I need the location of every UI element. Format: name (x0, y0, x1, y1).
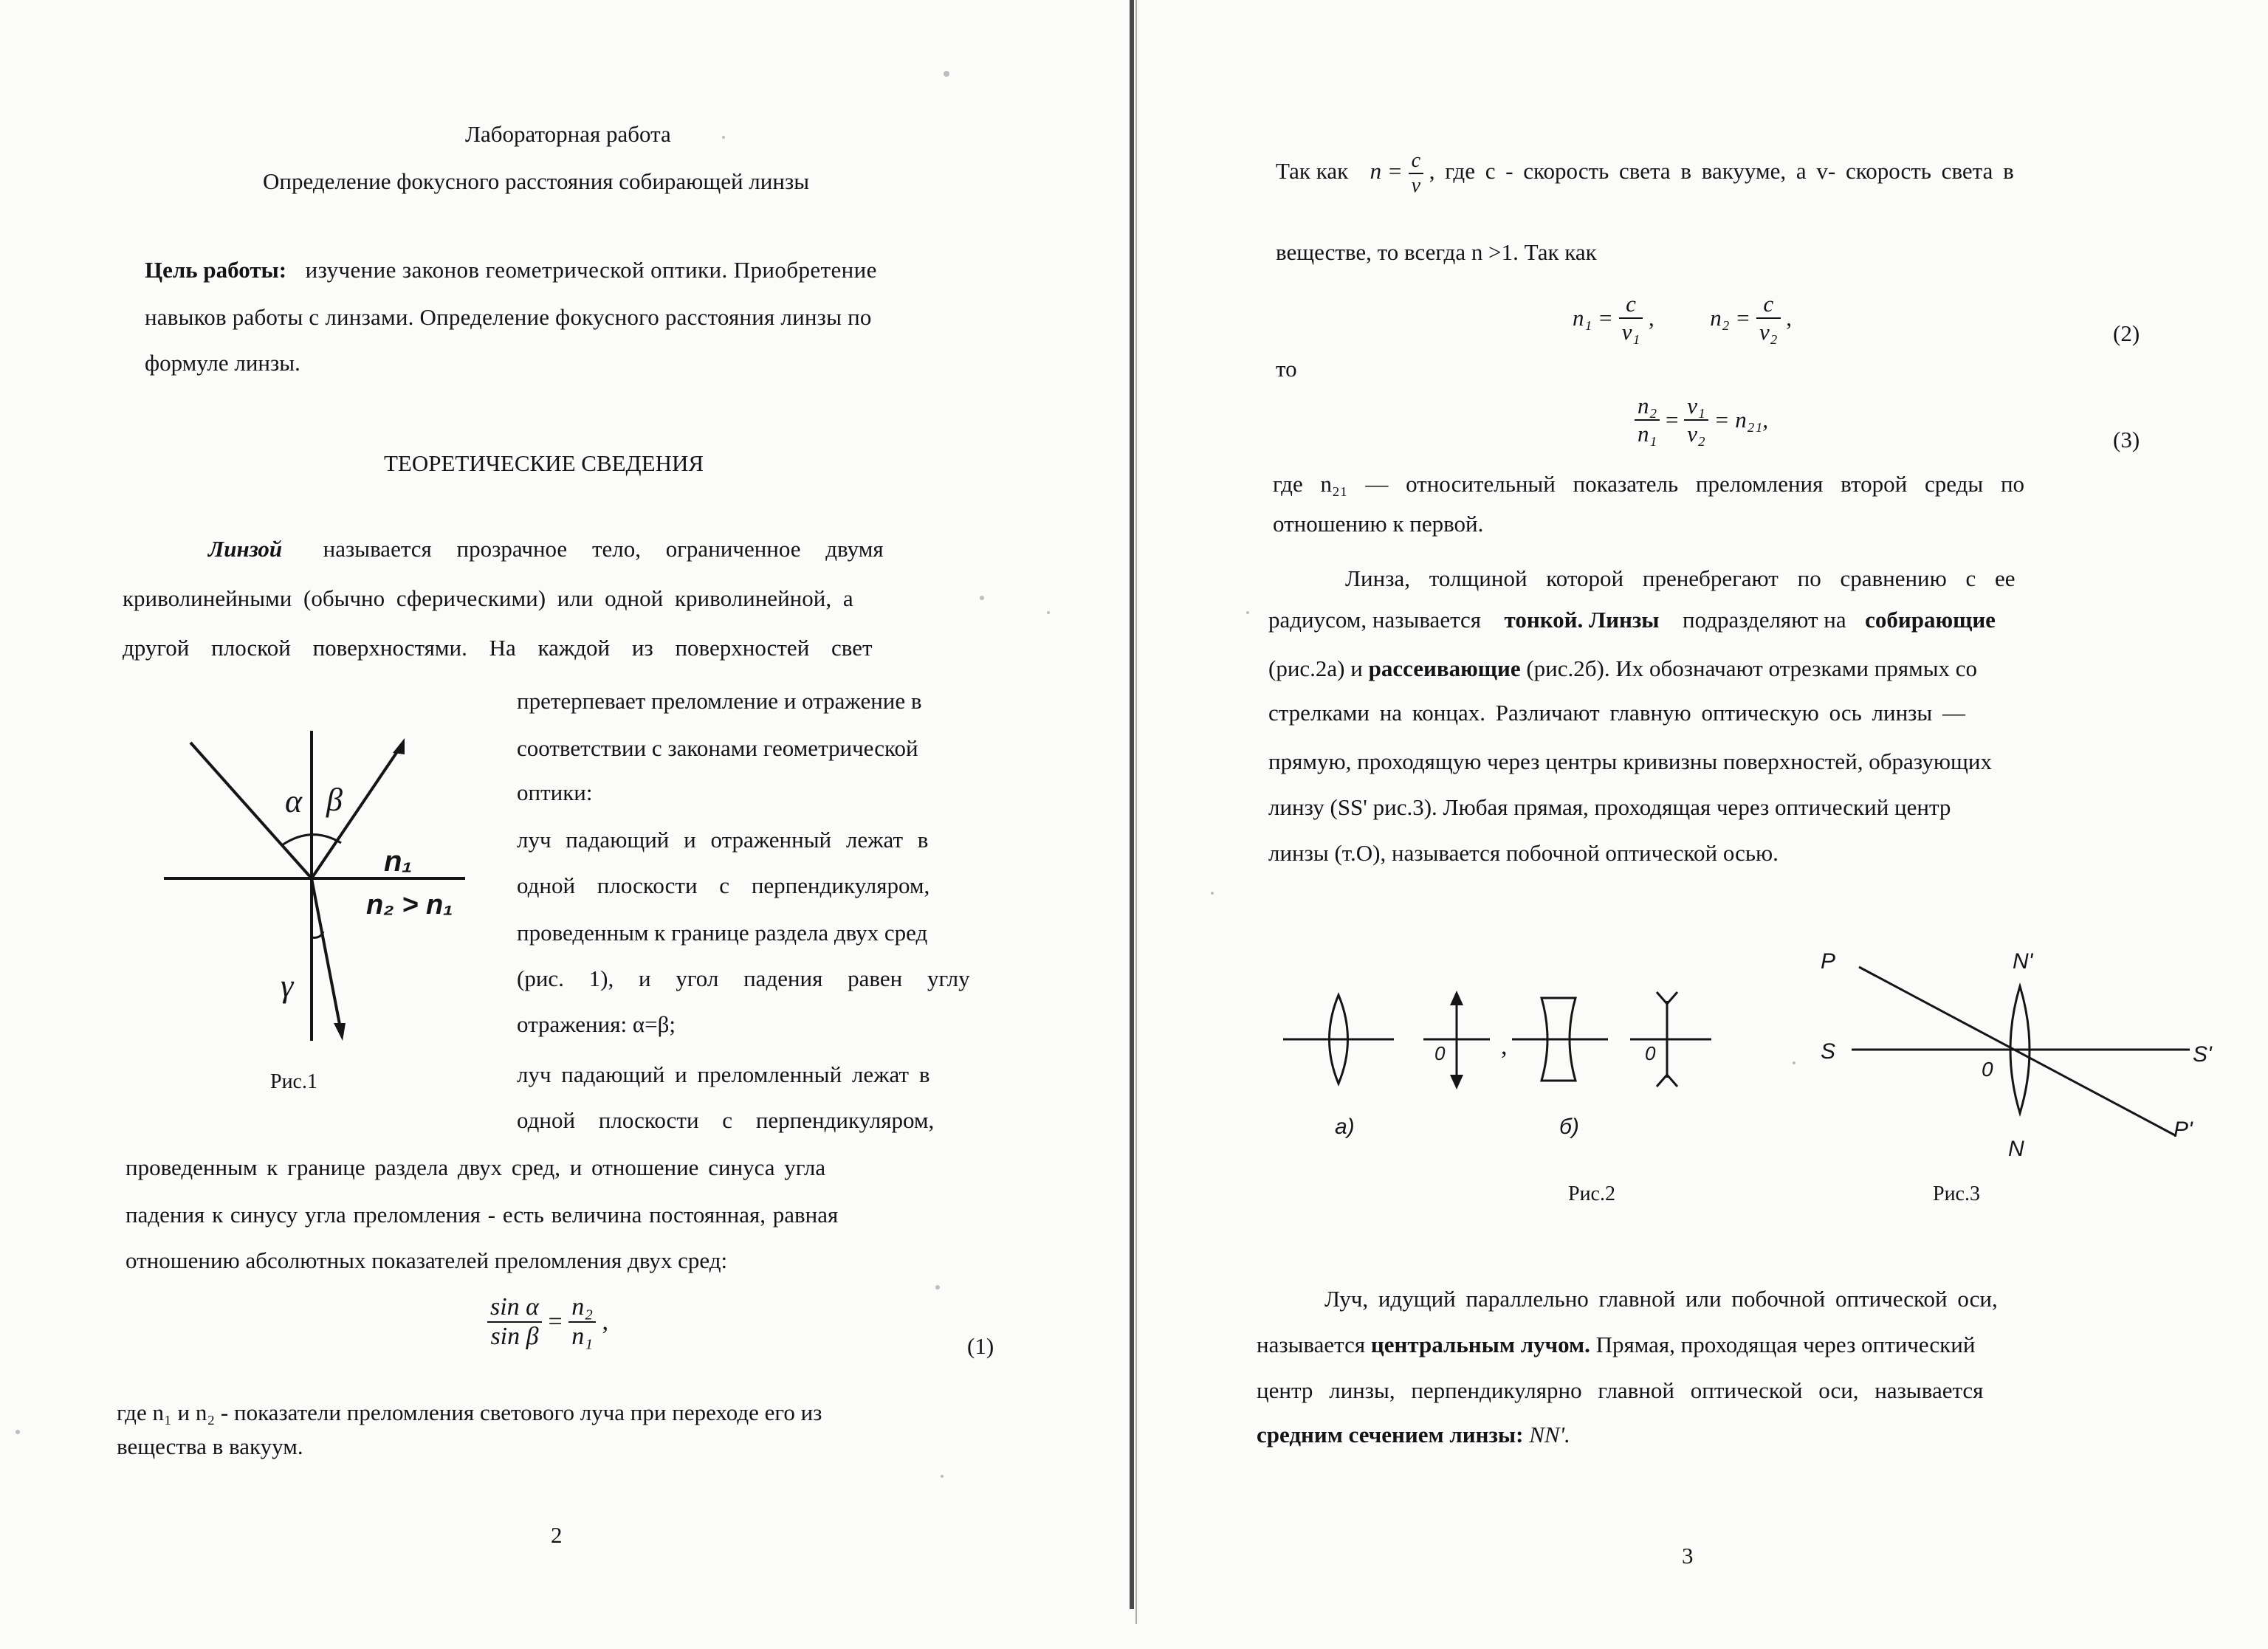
fig3-secondary-axis (1859, 967, 2175, 1135)
fig3-n2-label: N' (2013, 949, 2033, 974)
fig2a-o-label: 0 (1434, 1042, 1446, 1064)
equation-1-number: (1) (967, 1333, 994, 1359)
eq2-n2: n₂ = (1710, 305, 1751, 331)
r-line-1-a: Так как (1276, 158, 1349, 185)
p3-line-3: центр линзы, перпендикулярно главной оптической оси, называется (1257, 1377, 1984, 1403)
p2-line-2 (1268, 608, 1996, 631)
p1-line-10: (рис. 1), и угол падения равен углу (517, 965, 970, 991)
r-line-1-b: , где c - скорость света в вакууме, а v- скорость света в (1429, 158, 2014, 185)
fig2b-label: б) (1559, 1115, 1579, 1139)
p3-line-4 (1257, 1423, 1570, 1446)
right-page (1146, 0, 2268, 1649)
r-line-1-v: v (1411, 174, 1421, 197)
p2-line-6: линзу (SS' рис.3). Любая прямая, проходящая через оптический центр (1268, 794, 1951, 820)
page-number-left: 2 (551, 1522, 563, 1548)
p3-nn: NN'. (1529, 1422, 1570, 1447)
equation-1 (487, 1293, 608, 1351)
p2-line-3-c: (рис.2б). Их обозначают отрезками прямых со (1526, 655, 1978, 681)
r-line-3: где n₂₁ — относительный показатель преломления второй среды по (1273, 471, 2025, 497)
figure-1-caption: Рис.1 (270, 1070, 317, 1093)
eq2-comma-1: , (1649, 305, 1654, 331)
fig3-o-label: 0 (1982, 1058, 1993, 1081)
eq2-c1: c (1619, 291, 1643, 319)
fig1-gamma: γ (281, 968, 294, 1004)
after-eq-line-2: вещества в вакуум. (117, 1433, 303, 1459)
lens-term: Линзой (208, 536, 283, 562)
p1-line-2: криволинейными (обычно сферическими) или одной криволинейной, а (123, 585, 853, 611)
page-gutter (1130, 0, 1134, 1609)
p3-line-1: Луч, идущий параллельно главной или побочной оптической оси, (1324, 1286, 1998, 1312)
p1-line-4: претерпевает преломление и отражение в (517, 688, 922, 714)
eq3-equals: = (1666, 407, 1679, 433)
p1-line-13: одной плоскости с перпендикуляром, (517, 1107, 935, 1133)
p3-line-2 (1257, 1333, 1975, 1356)
r-line-1-n: n = (1370, 158, 1403, 185)
eq3-tail: = n₂₁, (1714, 407, 1769, 433)
eq1-denominator: sin β (490, 1323, 539, 1350)
p1-line-11: отражения: α=β; (517, 1011, 676, 1037)
page-gutter-shadow (1135, 0, 1137, 1624)
eq1-equals: = (548, 1308, 563, 1335)
p1-line-8: одной плоскости с перпендикуляром, (517, 872, 930, 898)
after-eq-line-1: где n₁ и n₂ - показатели преломления светового луча при переходе его из (117, 1400, 822, 1425)
figure-3-axes (1815, 937, 2221, 1181)
eq2-n1: n₁ = (1573, 305, 1613, 331)
eq3-n1: n₁ (1638, 421, 1657, 447)
equation-2-number: (2) (2113, 320, 2140, 346)
p2-line-2-c: подразделяют на (1683, 607, 1846, 633)
eq2-c2: c (1756, 291, 1781, 319)
figure-3-caption: Рис.3 (1933, 1182, 1980, 1205)
eq2-comma-2: , (1786, 305, 1792, 331)
p1-line-3: другой плоской поверхностями. На каждой из поверхностей свет (123, 635, 873, 661)
eq3-v2: v₂ (1687, 421, 1705, 447)
fig1-n2-label: n₂ > n₁ (366, 889, 453, 920)
r-line-2: веществе, то всегда n >1. Так как (1276, 239, 1597, 265)
p1-line-6: оптики: (517, 779, 593, 805)
lab-subtitle: Определение фокусного расстояния собирающей линзы (263, 168, 810, 194)
fig2a-arrow-up (1450, 991, 1463, 1005)
eq3-v1: v₁ (1684, 393, 1708, 421)
p2-line-2-a: радиусом, называется (1268, 607, 1482, 633)
fig3-p2-label: P' (2174, 1118, 2193, 1142)
goal-line-3: формуле линзы. (145, 350, 300, 376)
fig1-refracted-ray (312, 878, 341, 1032)
figure-2-lenses (1283, 960, 1785, 1151)
fig1-beta: β (326, 782, 343, 818)
r-to: то (1276, 356, 1297, 382)
fig3-s-label: S (1821, 1039, 1836, 1064)
fig1-n1-label: n₁ (384, 845, 413, 878)
p1-line-1 (208, 537, 884, 560)
goal-line-1 (145, 258, 877, 281)
p3-line-2-a: называется (1257, 1332, 1366, 1357)
p2-line-1: Линза, толщиной которой пренебрегают по сравнению с ее (1345, 565, 2016, 591)
p3-line-2-c: Прямая, проходящая через оптический (1595, 1332, 1976, 1357)
p1-line-5: соответствии с законами геометрической (517, 735, 918, 761)
eq2-v1: v₁ (1621, 319, 1640, 345)
fig1-refracted-arrowhead (334, 1023, 346, 1041)
eq1-numerator-2: n₂ (568, 1293, 596, 1323)
fig2b-o-label: 0 (1645, 1042, 1656, 1064)
fig3-n-label: N (2008, 1137, 2024, 1161)
p1-line-7: луч падающий и отраженный лежат в (517, 827, 929, 853)
goal-line-2: навыков работы с линзами. Определение фокусного расстояния линзы по (145, 304, 872, 330)
p2-line-5: прямую, проходящую через центры кривизны поверхностей, образующих (1268, 748, 1992, 774)
p2-line-4: стрелками на концах. Различают главную оптическую ось линзы — (1268, 700, 1965, 726)
fig3-p-label: P (1821, 949, 1836, 974)
figure-1-refraction (155, 731, 480, 1048)
section-heading: ТЕОРЕТИЧЕСКИЕ СВЕДЕНИЯ (384, 450, 704, 476)
p3-mid-section: средним сечением линзы: (1257, 1422, 1524, 1447)
p2-diverging: рассеивающие (1368, 655, 1521, 681)
p2-thin: тонкой. Линзы (1504, 607, 1660, 633)
p2-line-3-a: (рис.2а) и (1268, 655, 1363, 681)
eq1-numerator: sin α (487, 1293, 542, 1323)
p1-line-16: отношению абсолютных показателей преломления двух сред: (126, 1247, 728, 1273)
fig1-alpha: α (285, 783, 303, 819)
lab-title: Лабораторная работа (465, 121, 671, 147)
eq3-n2: n₂ (1635, 393, 1660, 421)
p2-converging: собирающие (1865, 607, 1996, 633)
p1-line-15: падения к синусу угла преломления - есть величина постоянная, равная (126, 1202, 839, 1228)
goal-label: Цель работы: (145, 257, 287, 283)
fig3-s2-label: S' (2193, 1042, 2212, 1067)
fig1-reflected-arrowhead (393, 738, 405, 754)
r-line-1 (1276, 149, 2014, 198)
equation-2 (1573, 291, 1792, 345)
p1-line-14: проведенным к границе раздела двух сред, и отношение синуса угла (126, 1154, 826, 1180)
goal-text-1: изучение законов геометрической оптики. Приобретение (305, 257, 877, 283)
p1-line-12: луч падающий и преломленный лежат в (517, 1061, 930, 1087)
p3-central-ray: центральным лучом. (1370, 1332, 1590, 1357)
fig2a-arrow-down (1450, 1075, 1463, 1089)
p1-line-1-text: называется прозрачное тело, ограниченное двумя (323, 536, 884, 562)
r-line-4: отношению к первой. (1273, 511, 1484, 537)
svg-text:,: , (1501, 1033, 1508, 1060)
page-number-right: 3 (1682, 1543, 1694, 1569)
r-line-1-c: c (1409, 149, 1423, 174)
equation-3 (1635, 393, 1768, 447)
p1-line-9: проведенным к границе раздела двух сред (517, 920, 928, 946)
p2-line-3 (1268, 657, 1977, 680)
p2-line-7: линзы (т.O), называется побочной оптической осью. (1268, 840, 1779, 866)
figure-2-caption: Рис.2 (1568, 1182, 1615, 1205)
eq1-comma: , (602, 1308, 609, 1335)
fig2a-label: a) (1335, 1115, 1355, 1139)
equation-3-number: (3) (2113, 427, 2140, 452)
eq2-v2: v₂ (1759, 319, 1778, 345)
eq1-denominator-2: n₁ (571, 1323, 594, 1350)
